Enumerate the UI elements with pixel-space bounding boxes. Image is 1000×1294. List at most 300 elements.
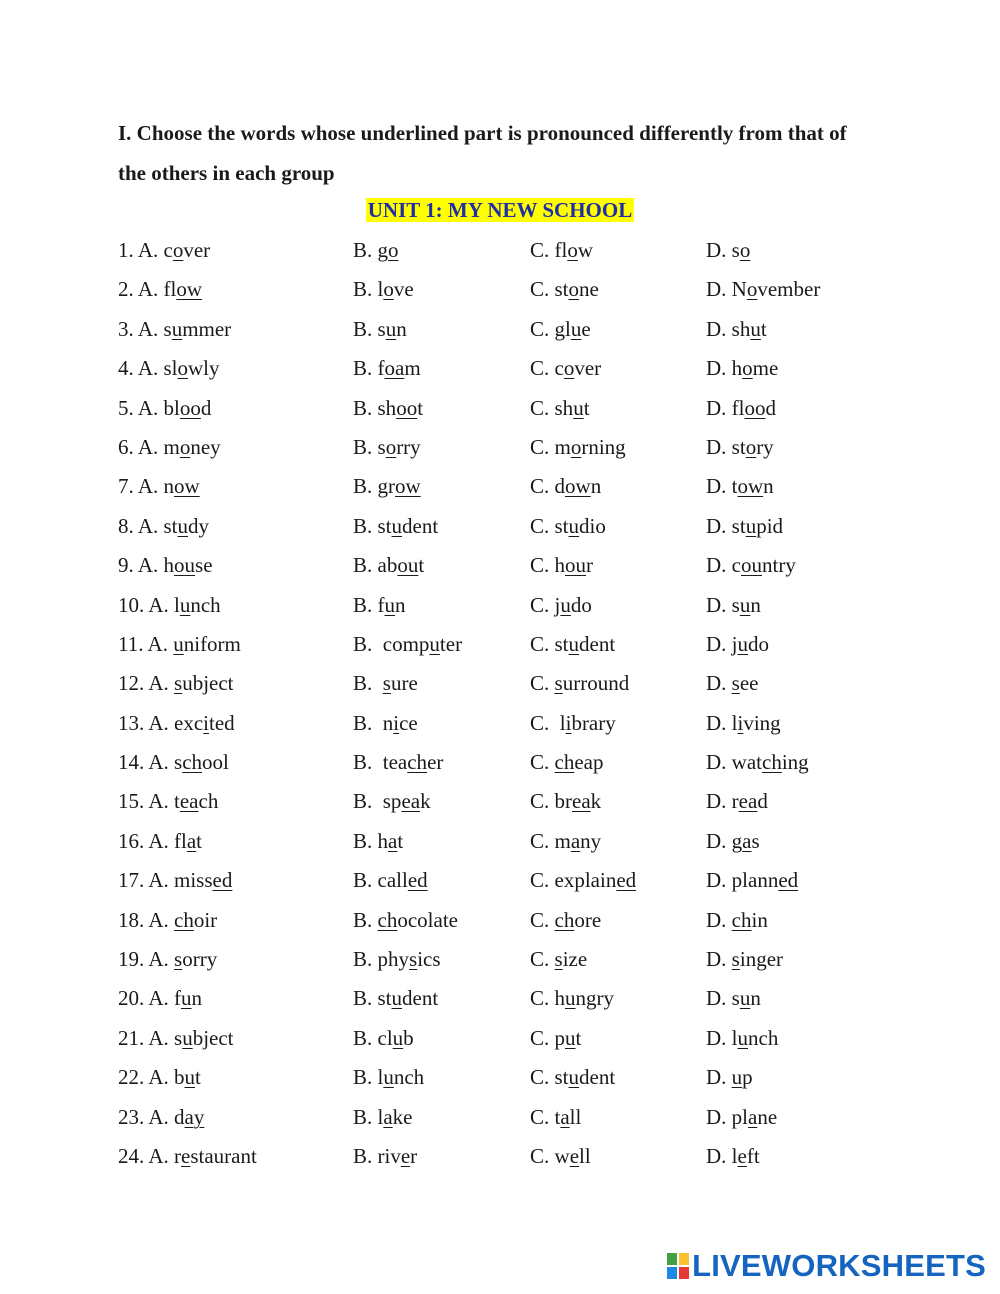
answer-option xyxy=(530,507,606,546)
underlined-part: ou xyxy=(397,553,419,578)
word-part: C. sh xyxy=(530,395,574,420)
answer-option xyxy=(706,822,760,861)
word-part: m xyxy=(404,356,421,381)
word-part: w xyxy=(577,238,594,262)
question-row xyxy=(0,1137,1000,1176)
question-row xyxy=(0,389,1000,428)
word-part: t xyxy=(397,828,404,853)
underlined-part: ea xyxy=(738,789,758,814)
answer-option xyxy=(118,1137,257,1176)
word-part: C. st xyxy=(530,277,569,302)
word-part: ted xyxy=(209,710,235,735)
word-part: t xyxy=(575,1025,582,1050)
liveworksheets-logo xyxy=(666,1248,986,1284)
answer-option xyxy=(530,389,590,428)
underlined-part: u xyxy=(573,395,584,420)
underlined-part: u xyxy=(565,1025,576,1050)
underlined-part: u xyxy=(568,631,580,656)
answer-option xyxy=(530,349,601,388)
word-part: C. d xyxy=(530,474,566,499)
answer-option xyxy=(118,546,213,585)
underlined-part: ch xyxy=(554,907,575,932)
answer-option xyxy=(353,586,406,625)
answer-option xyxy=(706,664,759,703)
word-part: B. n xyxy=(353,710,394,735)
underlined-part: oo xyxy=(396,395,418,420)
answer-option xyxy=(118,231,210,270)
answer-option xyxy=(530,979,614,1018)
word-part: B. s xyxy=(353,434,386,459)
word-part: C. t xyxy=(530,1104,561,1129)
underlined-part: s xyxy=(554,671,563,696)
answer-option xyxy=(530,231,593,270)
word-part: 6. A. m xyxy=(118,434,180,459)
answer-option xyxy=(353,428,421,467)
word-part: ee xyxy=(739,671,759,696)
underlined-part: ou xyxy=(174,553,196,578)
underlined-part: u xyxy=(731,1065,743,1090)
answer-option xyxy=(706,586,761,625)
underlined-part: oa xyxy=(384,356,405,381)
underlined-part: s xyxy=(382,671,391,696)
underlined-part: u xyxy=(184,1065,196,1090)
question-row xyxy=(0,310,1000,349)
unit-title-text: UNIT 1: MY NEW SCHOOL xyxy=(367,198,633,222)
answer-option xyxy=(353,861,428,900)
word-part: C. gl xyxy=(530,316,571,341)
underlined-part: o xyxy=(570,434,582,459)
underlined-part: ed xyxy=(407,868,428,893)
underlined-part: a xyxy=(748,1104,758,1129)
answer-option xyxy=(353,231,399,270)
answer-option xyxy=(118,270,202,309)
question-row xyxy=(0,1019,1000,1058)
answer-option xyxy=(118,861,232,900)
answer-option xyxy=(706,270,820,309)
word-part: C. l xyxy=(530,710,566,735)
word-part: 12. A. xyxy=(118,671,175,696)
word-part: 1. A. c xyxy=(118,238,173,262)
question-row xyxy=(0,231,1000,270)
answer-option xyxy=(353,1058,424,1097)
question-row xyxy=(0,270,1000,309)
word-part: 2. A. fl xyxy=(118,277,177,302)
underlined-part: ow xyxy=(176,277,203,302)
answer-option xyxy=(353,310,407,349)
underlined-part: e xyxy=(400,1143,411,1168)
word-part: B. l xyxy=(353,1104,384,1129)
answer-option xyxy=(530,664,629,703)
answer-option xyxy=(353,389,423,428)
word-part: D. h xyxy=(706,356,743,381)
word-part: 18. A. xyxy=(118,907,175,932)
answer-option xyxy=(118,664,234,703)
word-part: C. h xyxy=(530,553,566,578)
answer-option xyxy=(118,428,221,467)
word-part: C. p xyxy=(530,1025,566,1050)
word-part: 20. A. f xyxy=(118,986,181,1011)
underlined-part: s xyxy=(731,947,740,972)
underlined-part: o xyxy=(742,356,753,381)
word-part: C. h xyxy=(530,986,566,1011)
answer-option xyxy=(118,1058,201,1097)
word-part: B. g xyxy=(353,238,389,262)
word-part: n xyxy=(750,592,761,617)
word-part: C. m xyxy=(530,828,571,853)
answer-option xyxy=(118,979,202,1018)
underlined-part: ch xyxy=(554,750,575,775)
word-part: n xyxy=(395,592,406,617)
word-part: B. tea xyxy=(353,750,408,775)
underlined-part: s xyxy=(731,671,740,696)
word-part: dio xyxy=(579,513,606,538)
answer-option xyxy=(530,546,593,585)
word-part: C. explain xyxy=(530,868,617,893)
word-part: B. cl xyxy=(353,1025,393,1050)
answer-option xyxy=(118,940,217,979)
underlined-part: ch xyxy=(407,750,428,775)
answer-option xyxy=(353,546,424,585)
underlined-part: u xyxy=(182,1025,193,1050)
word-part: 22. A. b xyxy=(118,1065,185,1090)
word-part: D. t xyxy=(706,474,738,499)
word-part: n xyxy=(590,474,602,499)
question-row xyxy=(0,901,1000,940)
underlined-part: ch xyxy=(377,907,398,932)
underlined-part: a xyxy=(186,828,197,853)
answer-option xyxy=(353,782,431,821)
word-part: 11. A. xyxy=(118,631,174,656)
word-part: C. st xyxy=(530,513,569,538)
underlined-part: u xyxy=(568,513,580,538)
word-part: ntry xyxy=(762,553,796,578)
answer-option xyxy=(353,743,443,782)
answer-option xyxy=(118,625,241,664)
word-part: ing xyxy=(781,750,809,775)
answer-option xyxy=(353,1019,414,1058)
word-part: 4. A. sl xyxy=(118,356,178,381)
word-part: ubject xyxy=(182,671,234,696)
word-part: B. l xyxy=(353,277,384,302)
word-part: C. w xyxy=(530,1143,570,1168)
underlined-part: u xyxy=(570,316,582,341)
word-part: n xyxy=(191,986,202,1011)
answer-option xyxy=(706,467,774,506)
word-part: ore xyxy=(574,907,602,932)
answer-option xyxy=(353,467,421,506)
word-part: p xyxy=(742,1065,753,1090)
answer-option xyxy=(353,507,438,546)
answer-option xyxy=(530,625,615,664)
underlined-part: u xyxy=(173,631,184,656)
underlined-part: u xyxy=(739,592,751,617)
word-part: D. r xyxy=(706,789,739,814)
question-row xyxy=(0,349,1000,388)
underlined-part: ed xyxy=(778,868,799,893)
word-part: ny xyxy=(580,828,602,853)
answer-option xyxy=(353,664,418,703)
answer-option xyxy=(118,782,218,821)
word-part: B. h xyxy=(353,828,389,853)
word-part: ne xyxy=(579,277,599,302)
answer-option xyxy=(118,743,229,782)
word-part: dy xyxy=(188,513,210,538)
answer-option xyxy=(118,1098,204,1137)
question-row xyxy=(0,586,1000,625)
answer-option xyxy=(706,310,767,349)
answer-option xyxy=(706,1058,753,1097)
answer-option xyxy=(706,428,774,467)
word-part: r xyxy=(586,553,594,578)
word-part: dent xyxy=(579,631,616,656)
brand-name: LIVEWORKSHEETS xyxy=(692,1248,986,1283)
underlined-part: u xyxy=(750,316,761,341)
word-part: 9. A. h xyxy=(118,553,175,578)
underlined-part: u xyxy=(745,513,757,538)
question-row xyxy=(0,467,1000,506)
word-part: C. xyxy=(530,907,555,932)
word-part: nch xyxy=(190,592,221,617)
word-part: 5. A. bl xyxy=(118,395,180,420)
word-part: D. xyxy=(706,907,732,932)
word-part: b xyxy=(403,1025,414,1050)
answer-option xyxy=(530,861,636,900)
word-part: D. s xyxy=(706,986,740,1011)
word-part: D. plann xyxy=(706,868,779,893)
underlined-part: ow xyxy=(565,474,591,499)
word-part: ce xyxy=(399,710,418,735)
word-part: 16. A. fl xyxy=(118,828,187,853)
word-part: wly xyxy=(188,356,220,381)
underlined-part: u xyxy=(737,1025,748,1050)
question-row xyxy=(0,507,1000,546)
underlined-part: o xyxy=(745,434,757,459)
word-part: C. fl xyxy=(530,238,568,262)
answer-option xyxy=(530,901,601,940)
instruction-heading: I. Choose the words whose underlined part is pronounced differently from that of the others in each group xyxy=(118,121,847,185)
word-part: B. call xyxy=(353,868,408,893)
word-part: 8. A. st xyxy=(118,513,178,538)
word-part: ve xyxy=(393,277,414,302)
word-part: C. m xyxy=(530,434,571,459)
answer-option xyxy=(530,1058,615,1097)
word-part: D. fl xyxy=(706,395,745,420)
word-part: ll xyxy=(579,1143,591,1168)
word-part: D. wat xyxy=(706,750,762,775)
underlined-part: u xyxy=(391,513,403,538)
word-part: ll xyxy=(569,1104,582,1129)
word-part: B. f xyxy=(353,356,385,381)
answer-option xyxy=(353,940,441,979)
answer-option xyxy=(118,822,202,861)
question-list xyxy=(0,231,1000,1176)
underlined-part: s xyxy=(174,947,183,972)
word-part: 13. A. exc xyxy=(118,710,204,735)
answer-option xyxy=(530,310,591,349)
answer-option xyxy=(353,349,421,388)
word-part: t xyxy=(417,395,424,420)
word-part: ne xyxy=(757,1104,778,1129)
word-part: C. st xyxy=(530,1065,569,1090)
answer-option xyxy=(530,704,616,743)
word-part: ure xyxy=(390,671,418,696)
answer-option xyxy=(118,507,209,546)
underlined-part: u xyxy=(392,1025,404,1050)
question-row xyxy=(0,822,1000,861)
answer-option xyxy=(706,625,769,664)
answer-option xyxy=(118,704,235,743)
word-part: B. comp xyxy=(353,631,430,656)
question-row xyxy=(0,1058,1000,1097)
underlined-part: u xyxy=(384,592,395,617)
underlined-part: i xyxy=(565,710,572,735)
underlined-part: ay xyxy=(184,1104,205,1129)
word-part: D. s xyxy=(706,238,740,262)
underlined-part: ch xyxy=(762,750,782,775)
answer-option xyxy=(118,310,231,349)
word-part: ocolate xyxy=(397,907,458,932)
word-part: B. sp xyxy=(353,789,402,814)
answer-option xyxy=(353,1098,413,1137)
underlined-part: a xyxy=(383,1104,393,1129)
word-part: ving xyxy=(743,710,781,735)
word-part: vember xyxy=(757,277,821,302)
word-part: C. xyxy=(530,671,555,696)
answer-option xyxy=(706,1098,777,1137)
word-part: D. st xyxy=(706,513,746,538)
underlined-part: i xyxy=(737,710,744,735)
word-part: B. l xyxy=(353,1065,384,1090)
answer-option xyxy=(353,270,414,309)
word-part: D. l xyxy=(706,1025,738,1050)
word-part: inger xyxy=(739,947,784,972)
answer-option xyxy=(706,704,781,743)
word-part: ics xyxy=(417,947,441,972)
word-part: B. st xyxy=(353,986,392,1011)
word-part: pid xyxy=(756,513,784,538)
answer-option xyxy=(530,428,626,467)
word-part: me xyxy=(752,356,779,381)
word-part: 14. A. s xyxy=(118,750,183,775)
word-part: D. s xyxy=(706,592,740,617)
answer-option xyxy=(530,743,604,782)
word-part: d xyxy=(765,395,776,420)
underlined-part: u xyxy=(179,592,191,617)
word-part: D. g xyxy=(706,828,743,853)
underlined-part: u xyxy=(181,986,192,1011)
underlined-part: i xyxy=(203,710,209,735)
underlined-part: u xyxy=(171,316,183,341)
underlined-part: ed xyxy=(616,868,637,893)
underlined-part: a xyxy=(388,828,398,853)
word-part: 10. A. l xyxy=(118,592,180,617)
word-part: ngry xyxy=(575,986,615,1011)
underlined-part: o xyxy=(383,277,394,302)
liveworksheets-logo-icon xyxy=(666,1251,690,1281)
answer-option xyxy=(118,467,200,506)
underlined-part: u xyxy=(739,986,751,1011)
word-part: do xyxy=(570,592,592,617)
answer-option xyxy=(353,901,458,940)
question-row xyxy=(0,1098,1000,1137)
word-part: D. xyxy=(706,1065,732,1090)
question-row xyxy=(0,979,1000,1018)
answer-option xyxy=(706,1019,778,1058)
word-part: ney xyxy=(190,434,221,459)
word-part: rry xyxy=(396,434,421,459)
word-part: D. l xyxy=(706,710,738,735)
word-part: t xyxy=(760,316,767,341)
answer-option xyxy=(530,782,601,821)
word-part: D. sh xyxy=(706,316,751,341)
word-part: s xyxy=(751,828,760,853)
answer-option xyxy=(706,940,783,979)
underlined-part: o xyxy=(385,434,397,459)
word-part: rning xyxy=(581,434,626,459)
underlined-part: ch xyxy=(182,750,203,775)
underlined-part: u xyxy=(565,986,576,1011)
word-part: dent xyxy=(579,1065,616,1090)
word-part: e xyxy=(581,316,591,341)
answer-option xyxy=(706,546,796,585)
word-part: d xyxy=(757,789,768,814)
word-part: ize xyxy=(562,947,588,972)
underlined-part: ow xyxy=(174,474,200,499)
question-row xyxy=(0,940,1000,979)
underlined-part: o xyxy=(179,434,191,459)
answer-option xyxy=(118,1019,234,1058)
underlined-part: i xyxy=(393,710,400,735)
answer-option xyxy=(353,704,418,743)
underlined-part: u xyxy=(560,592,571,617)
word-part: dent xyxy=(402,513,439,538)
underlined-part: a xyxy=(560,1104,570,1129)
underlined-part: u xyxy=(429,631,440,656)
underlined-part: ed xyxy=(212,868,233,893)
word-part: B. sh xyxy=(353,395,397,420)
answer-option xyxy=(353,979,438,1018)
word-part: staurant xyxy=(190,1143,257,1168)
underlined-part: oo xyxy=(744,395,766,420)
word-part: C. xyxy=(530,947,555,972)
word-part: B. ab xyxy=(353,553,398,578)
answer-option xyxy=(353,1137,417,1176)
answer-option xyxy=(706,389,776,428)
word-part: D. xyxy=(706,947,732,972)
word-part: k xyxy=(420,789,431,814)
word-part: t xyxy=(196,828,203,853)
underlined-part: e xyxy=(181,1143,191,1168)
answer-option xyxy=(530,1098,581,1137)
answer-option xyxy=(706,901,768,940)
question-row xyxy=(0,625,1000,664)
word-part: in xyxy=(751,907,768,932)
underlined-part: ch xyxy=(174,907,194,932)
word-part: D. j xyxy=(706,631,738,656)
underlined-part: s xyxy=(554,947,563,972)
underlined-part: s xyxy=(409,947,418,972)
answer-option xyxy=(353,625,462,664)
underlined-part: ch xyxy=(731,907,752,932)
question-row xyxy=(0,743,1000,782)
underlined-part: s xyxy=(174,671,183,696)
word-part: 7. A. n xyxy=(118,474,175,499)
word-part: k xyxy=(590,789,602,814)
question-row xyxy=(0,861,1000,900)
word-part: ry xyxy=(756,434,774,459)
answer-option xyxy=(530,467,601,506)
question-row xyxy=(0,546,1000,585)
